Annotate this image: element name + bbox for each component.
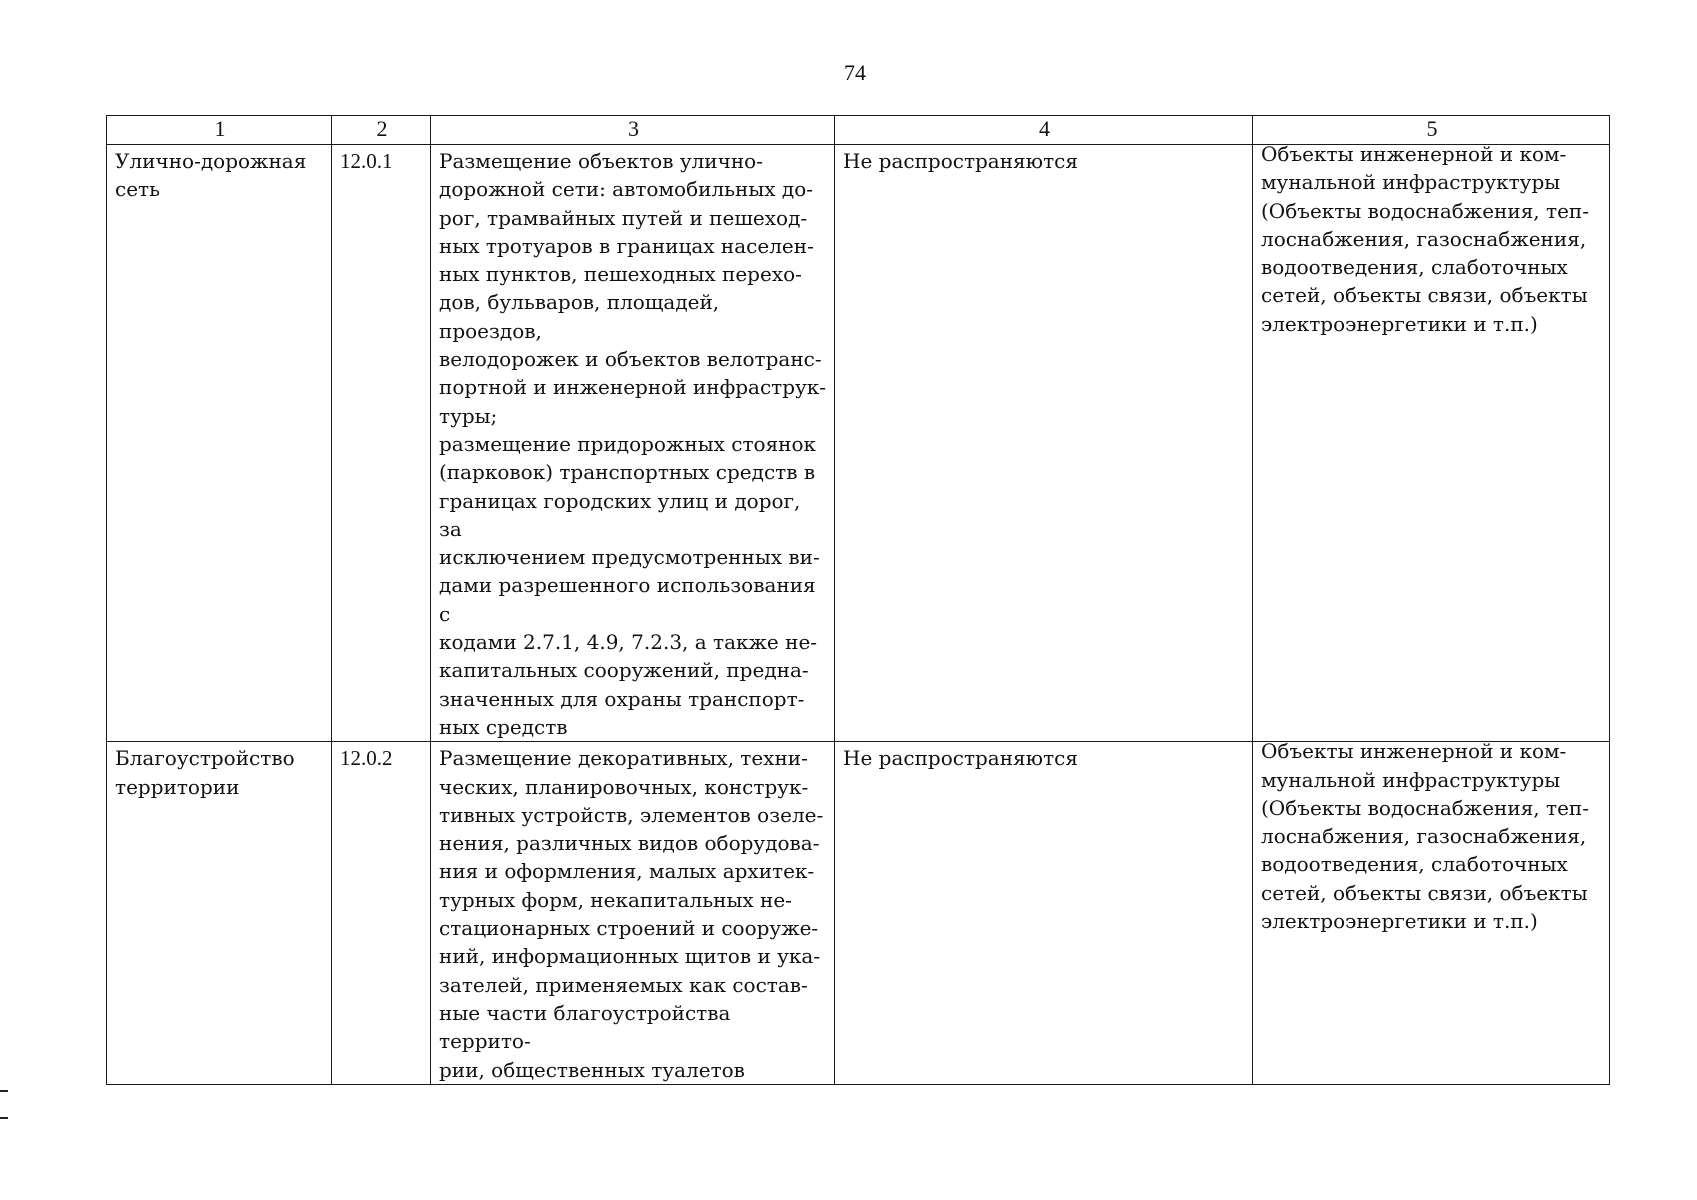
use-name: Улично-дорожная сеть <box>115 149 307 202</box>
use-description: Размещение декоративных, техни- ческих, планировочных, конструк- тивных устройств, элементов озеле- нения, различных видов оборудова- ния и оформления, малых архитек- турных форм, некапитальных не- стационарных строений и сооруже- ний, информационных щитов и ука- зателей, применяемых как состав- ные части благоустройства террито- рии, общественных туалетов <box>439 746 824 1082</box>
header-cell-2: 2 <box>332 116 431 145</box>
column-5-text: Объекты инженерной и ком- мунальной инфраструктуры (Объекты водоснабжения, теп- лоснабжения, газоснабжения, водоотведения, слаботочных сетей, объекты связи, объекты электроэнергетики и т.п.) <box>1261 739 1590 934</box>
use-code: 12.0.1 <box>340 149 393 173</box>
column-5-text: Объекты инженерной и ком- мунальной инфраструктуры (Объекты водоснабжения, теп- лоснабжения, газоснабжения, водоотведения, слаботочных сетей, объекты связи, объекты электроэнергетики и т.п.) <box>1261 142 1590 336</box>
use-name-cell <box>107 145 332 742</box>
header-cell-3: 3 <box>431 116 835 145</box>
use-description-cell <box>431 145 835 742</box>
use-name: Благоустройство территории <box>115 746 295 799</box>
header-cell-5: 5 <box>1253 116 1610 145</box>
column-4-cell <box>835 742 1253 1085</box>
land-use-table <box>106 115 1610 1085</box>
column-5-cell <box>1253 739 1610 1085</box>
column-4-text: Не распространяются <box>843 746 1078 771</box>
column-4-cell <box>835 145 1253 742</box>
column-5-cell <box>1253 142 1610 742</box>
table-row <box>107 742 1610 1085</box>
use-name-cell <box>107 742 332 1085</box>
column-4-text: Не распространяются <box>843 149 1078 173</box>
table-row <box>107 145 1610 742</box>
header-cell-1: 1 <box>107 116 332 145</box>
scan-margin-mark <box>0 1117 8 1119</box>
page-number: 74 <box>844 60 866 85</box>
use-code-cell <box>332 145 431 742</box>
use-description-cell <box>431 742 835 1085</box>
use-code-cell <box>332 742 431 1085</box>
use-code: 12.0.2 <box>340 746 393 771</box>
use-description: Размещение объектов улично- дорожной сети: автомобильных до- рог, трамвайных путей и пешеход- ных тротуаров в границах населен- ных пунктов, пешеходных перехо- дов, бульваров, площадей, проездов, велодорожек и объектов велотранс- портной и инженерной инфраструк- туры; размещение придорожных стоянок (парковок) транспортных средств в границах городских улиц и дорог, за исключением предусмотренных ви- дами разрешенного использования с кодами 2.7.1, 4.9, 7.2.3, а также не- капитальных сооружений, предна- значенных для охраны транспорт- ных средств <box>439 149 827 739</box>
scan-margin-mark <box>0 1090 8 1092</box>
header-cell-4: 4 <box>835 116 1253 145</box>
